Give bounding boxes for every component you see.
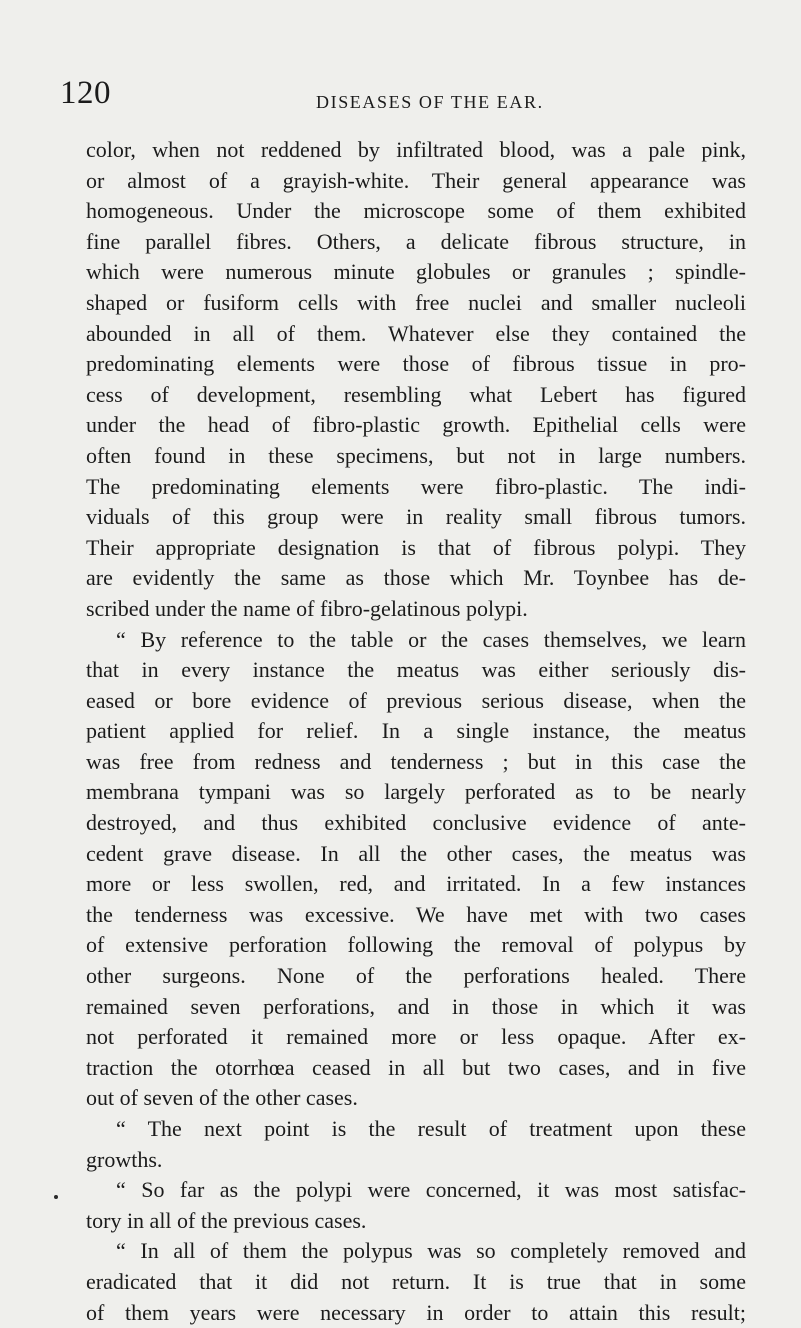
page-header bbox=[60, 77, 760, 117]
text-line: or almost of a grayish-white. Their general appearance was bbox=[86, 167, 746, 193]
text-line: was free from redness and tenderness ; but in this case the bbox=[86, 748, 746, 774]
text-line: homogeneous. Under the microscope some of them exhibited bbox=[86, 198, 746, 224]
page-number: 120 bbox=[60, 75, 111, 111]
text-line: eradicated that it did not return. It is true that in some bbox=[86, 1268, 746, 1294]
text-line: The predominating elements were fibro-plastic. The indi- bbox=[86, 473, 746, 499]
text-line: of extensive perforation following the removal of polypus by bbox=[86, 932, 746, 958]
text-line: not perforated it remained more or less opaque. After ex- bbox=[86, 1024, 746, 1050]
text-line: eased or bore evidence of previous serious disease, when the bbox=[86, 687, 746, 713]
text-line: other surgeons. None of the perforations healed. There bbox=[86, 963, 746, 989]
text-line: cess of development, resembling what Lebert has figured bbox=[86, 381, 746, 407]
text-line: often found in these specimens, but not in large numbers. bbox=[86, 442, 746, 468]
text-line: “ By reference to the table or the cases themselves, we learn bbox=[116, 626, 746, 652]
margin-mark bbox=[54, 1195, 58, 1199]
running-head: DISEASES OF THE EAR. bbox=[316, 92, 544, 112]
text-line: remained seven perforations, and in those in which it was bbox=[86, 993, 746, 1019]
text-line: the tenderness was excessive. We have met with two cases bbox=[86, 901, 746, 927]
text-line: more or less swollen, red, and irritated. In a few instances bbox=[86, 871, 746, 897]
text-line: abounded in all of them. Whatever else they contained the bbox=[86, 320, 746, 346]
page-body bbox=[86, 135, 746, 1328]
text-line: cedent grave disease. In all the other cases, the meatus was bbox=[86, 840, 746, 866]
text-line: tory in all of the previous cases. bbox=[86, 1207, 367, 1233]
text-line: shaped or fusiform cells with free nuclei and smaller nucleoli bbox=[86, 289, 746, 315]
text-line: traction the otorrhœa ceased in all but two cases, and in five bbox=[86, 1054, 746, 1080]
text-line: under the head of fibro-plastic growth. Epithelial cells were bbox=[86, 412, 746, 438]
text-line: that in every instance the meatus was either seriously dis- bbox=[86, 657, 746, 683]
text-line: growths. bbox=[86, 1146, 163, 1172]
text-line: color, when not reddened by infiltrated blood, was a pale pink, bbox=[86, 137, 746, 162]
text-line: predominating elements were those of fibrous tissue in pro- bbox=[86, 351, 746, 377]
text-line: Their appropriate designation is that of fibrous polypi. They bbox=[86, 534, 746, 560]
text-line: viduals of this group were in reality small fibrous tumors. bbox=[86, 504, 746, 530]
text-line: out of seven of the other cases. bbox=[86, 1085, 358, 1111]
text-line: destroyed, and thus exhibited conclusive evidence of ante- bbox=[86, 810, 746, 836]
text-line: “ In all of them the polypus was so completely removed and bbox=[116, 1238, 746, 1264]
text-line: patient applied for relief. In a single instance, the meatus bbox=[86, 718, 746, 744]
text-line: “ The next point is the result of treatment upon these bbox=[116, 1116, 746, 1141]
text-line: of them years were necessary in order to attain this result; bbox=[86, 1299, 746, 1325]
text-line: are evidently the same as those which Mr. Toynbee has de- bbox=[86, 565, 746, 591]
text-line: membrana tympani was so largely perforated as to be nearly bbox=[86, 779, 746, 805]
text-line: which were numerous minute globules or granules ; spindle- bbox=[86, 259, 746, 285]
text-line: scribed under the name of fibro-gelatinous polypi. bbox=[86, 595, 528, 621]
text-line: fine parallel fibres. Others, a delicate fibrous structure, in bbox=[86, 228, 746, 254]
text-line: “ So far as the polypi were concerned, it was most satisfac- bbox=[116, 1177, 746, 1203]
